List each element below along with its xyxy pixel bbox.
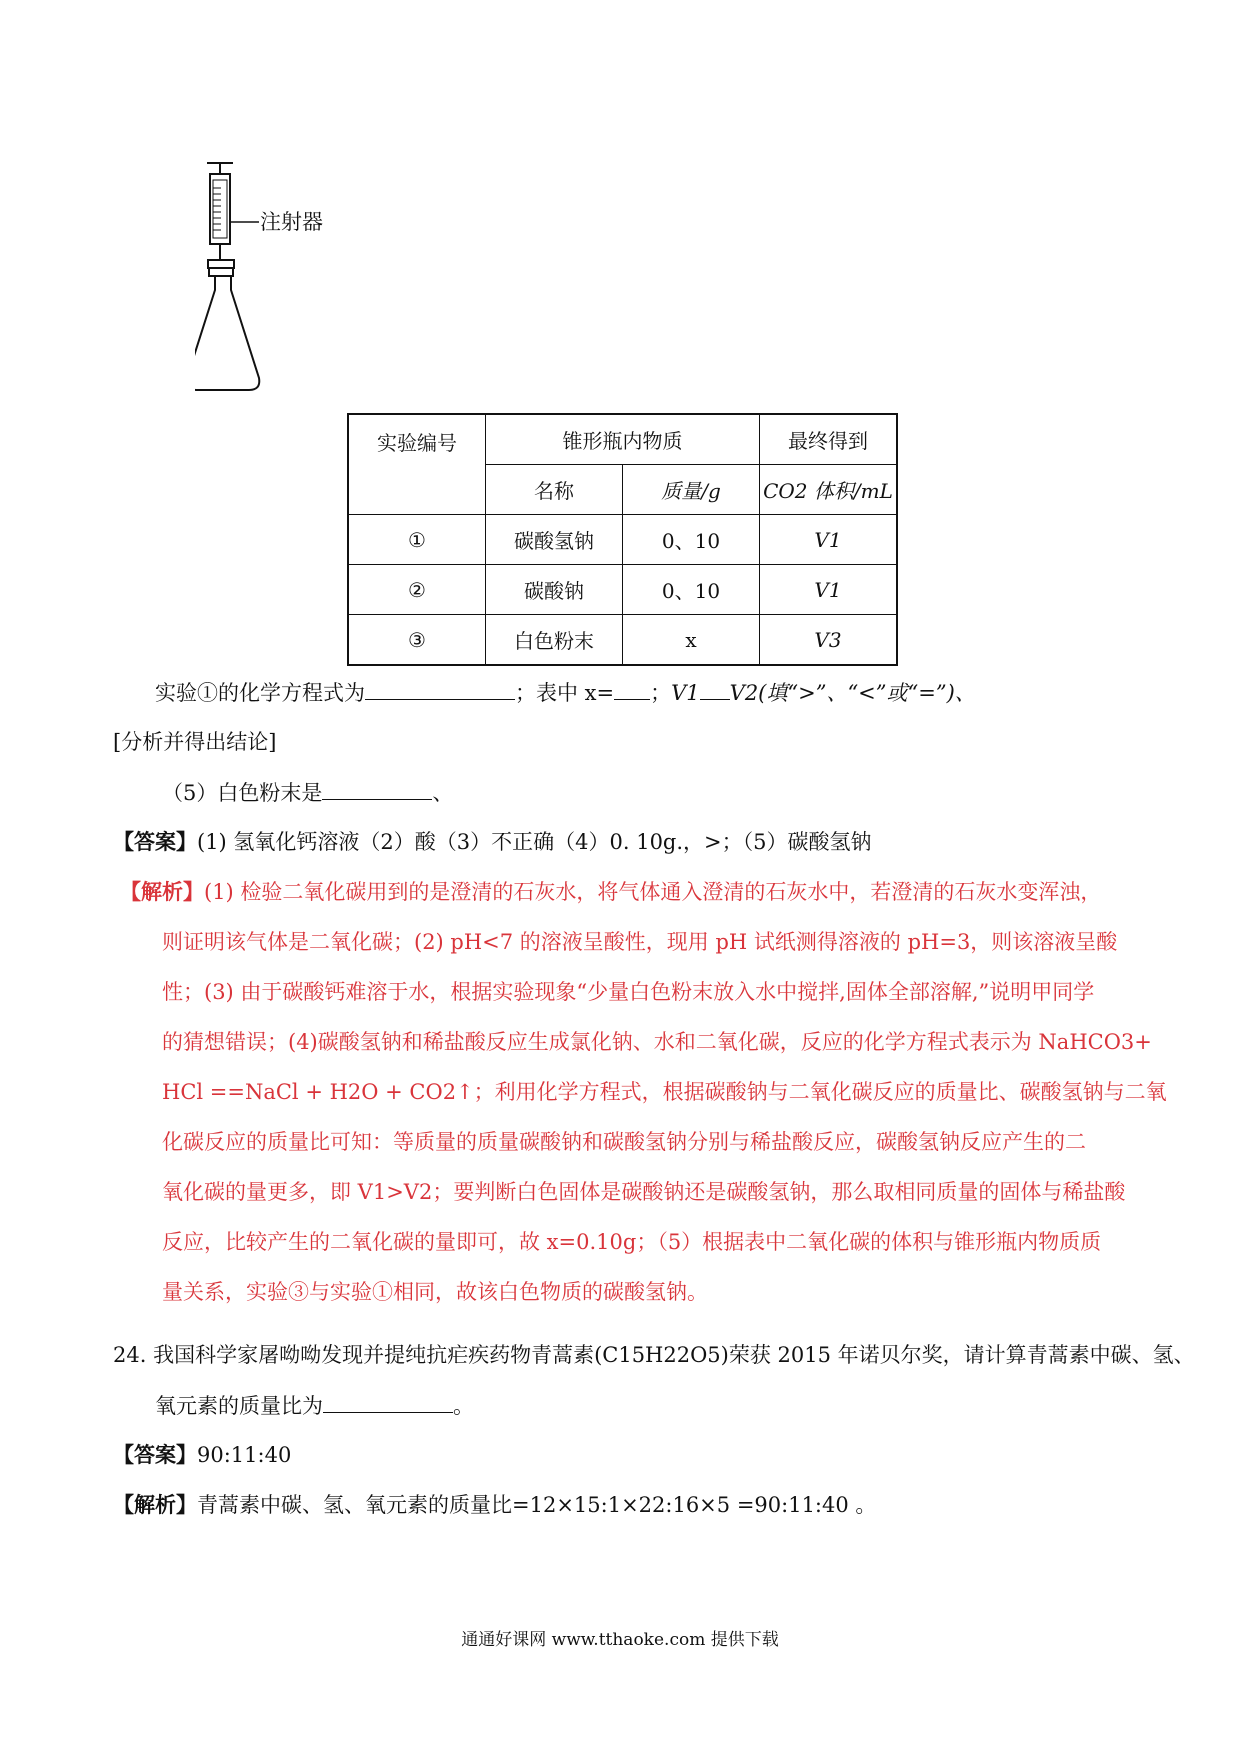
explanation-1-line-5: HCl ==NaCl + H2O + CO2↑；利用化学方程式，根据碳酸钠与二氧化碳反应的质量比、碳酸氢钠与二氧: [162, 1080, 1167, 1104]
explanation-1-line-3: 性；(3) 由于碳酸钙难溶于水，根据实验现象“少量白色粉末放入水中搅拌,固体全部溶解,”说明甲同学: [162, 980, 1095, 1004]
table-row: ③ 白色粉末 x V3: [348, 615, 897, 666]
answer-blank: [322, 777, 432, 800]
explanation-1-line-8: 反应，比较产生的二氧化碳的量即可，故 x=0.10g；（5）根据表中二氧化碳的体积与锥形瓶内物质质: [162, 1230, 1102, 1254]
explanation-1-line-1: 【解析】(1) 检验二氧化碳用到的是澄清的石灰水，将气体通入澄清的石灰水中，若澄清的石灰水变浑浊，: [120, 879, 1102, 904]
answer-blank: [614, 677, 650, 700]
question-24-line-2: 氧元素的质量比为 。: [155, 1390, 474, 1421]
answer-blank: [365, 677, 515, 700]
analysis-heading: [分析并得出结论]: [113, 730, 277, 754]
question-4-line: 实验①的化学方程式为 ；表中 x= ；V1 V2(填“>”、“<”或“=”)、: [155, 677, 976, 708]
header-flask-substance: 锥形瓶内物质: [486, 414, 760, 465]
answer-blank: [700, 677, 730, 700]
header-final-2: CO2 体积/mL: [760, 465, 898, 515]
answer-2: 【答案】90:11:40: [113, 1442, 292, 1467]
table-row: ② 碳酸钠 0、10 V1: [348, 565, 897, 615]
explanation-1-line-4: 的猜想错误；(4)碳酸氢钠和稀盐酸反应生成氯化钠、水和二氧化碳，反应的化学方程式表示为 NaHCO3+: [162, 1030, 1152, 1054]
answer-blank: [323, 1390, 453, 1413]
header-mass: 质量/g: [623, 465, 760, 515]
page-footer: 通通好课网 www.tthaoke.com 提供下载: [461, 1630, 779, 1650]
table-row: ① 碳酸氢钠 0、10 V1: [348, 515, 897, 565]
experiment-table: [347, 413, 898, 666]
question-24-line-1: 24. 我国科学家屠呦呦发现并提纯抗疟疾药物青蒿素(C15H22O5)荣获 2015 年诺贝尔奖，请计算青蒿素中碳、氢、: [113, 1343, 1195, 1367]
explanation-1-line-9: 量关系，实验③与实验①相同，故该白色物质的碳酸氢钠。: [162, 1280, 708, 1304]
syringe-label: 注射器: [260, 210, 323, 234]
explanation-1-line-6: 化碳反应的质量比可知：等质量的质量碳酸钠和碳酸氢钠分别与稀盐酸反应，碳酸氢钠反应产生的二: [162, 1130, 1086, 1154]
explanation-2: 【解析】青蒿素中碳、氢、氧元素的质量比=12×15:1×22:16×5 =90:11:40 。: [113, 1492, 877, 1517]
question-5-line: （5）白色粉末是 、: [162, 777, 453, 808]
header-experiment-id: 实验编号: [348, 414, 486, 515]
explanation-1-line-7: 氧化碳的量更多，即 V1>V2；要判断白色固体是碳酸钠还是碳酸氢钠，那么取相同质量的固体与稀盐酸: [162, 1180, 1126, 1204]
answer-1: 【答案】(1) 氢氧化钙溶液（2）酸（3）不正确（4）0. 10g.，>；（5）碳酸氢钠: [113, 829, 872, 854]
explanation-1-line-2: 则证明该气体是二氧化碳；(2) pH<7 的溶液呈酸性，现用 pH 试纸测得溶液的 pH=3，则该溶液呈酸: [162, 930, 1118, 954]
header-name: 名称: [486, 465, 623, 515]
syringe-flask-figure: [195, 160, 345, 400]
header-final-1: 最终得到: [760, 414, 898, 465]
